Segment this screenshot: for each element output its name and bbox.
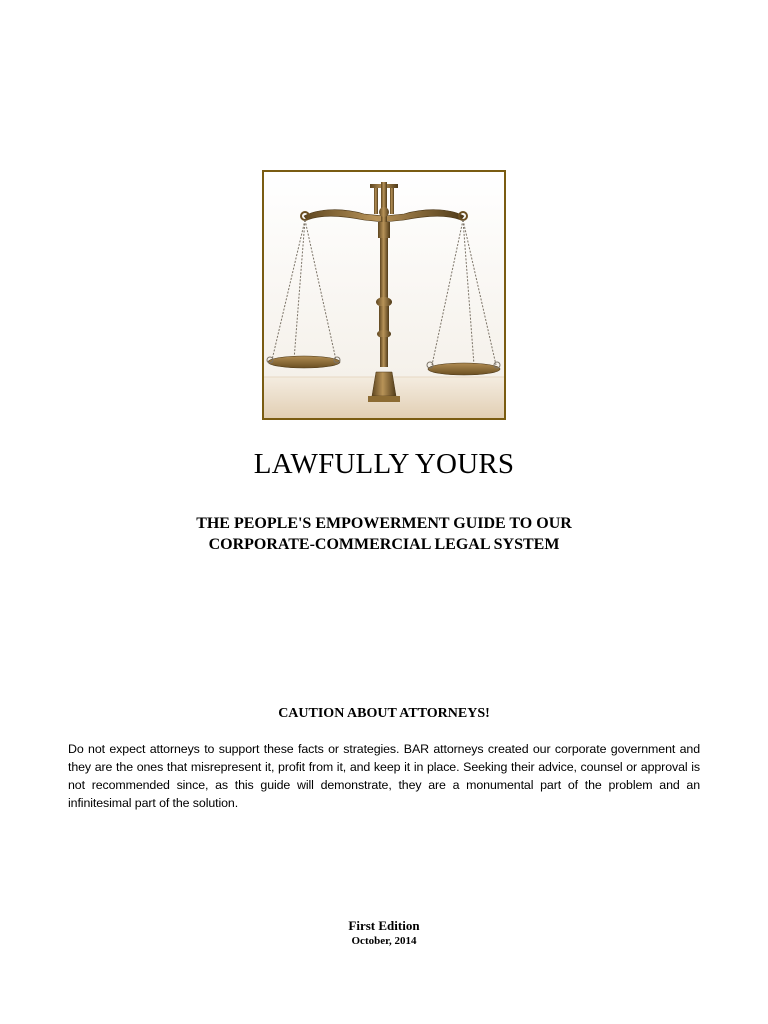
edition-label: First Edition (348, 918, 420, 933)
scales-of-justice-image (264, 172, 504, 418)
edition-date: October, 2014 (351, 935, 417, 947)
caution-body: Do not expect attorneys to support these facts or strategies. BAR attorneys created our corporate government and they are the ones that misrepresent it, profit from it, and keep it in place. Seeking their advice, counsel or approval is not recommended since, as this guide will demonstrate, they are a monumental part of the problem and an infinitesimal part of the solution. (68, 742, 700, 810)
subtitle-line-1: THE PEOPLE'S EMPOWERMENT GUIDE TO OUR (196, 515, 572, 532)
cover-image-frame (262, 170, 506, 420)
caution-heading: CAUTION ABOUT ATTORNEYS! (278, 706, 490, 721)
document-subtitle (0, 513, 768, 555)
document-title: LAWFULLY YOURS (253, 448, 515, 480)
subtitle-line-2: CORPORATE-COMMERCIAL LEGAL SYSTEM (208, 536, 560, 553)
